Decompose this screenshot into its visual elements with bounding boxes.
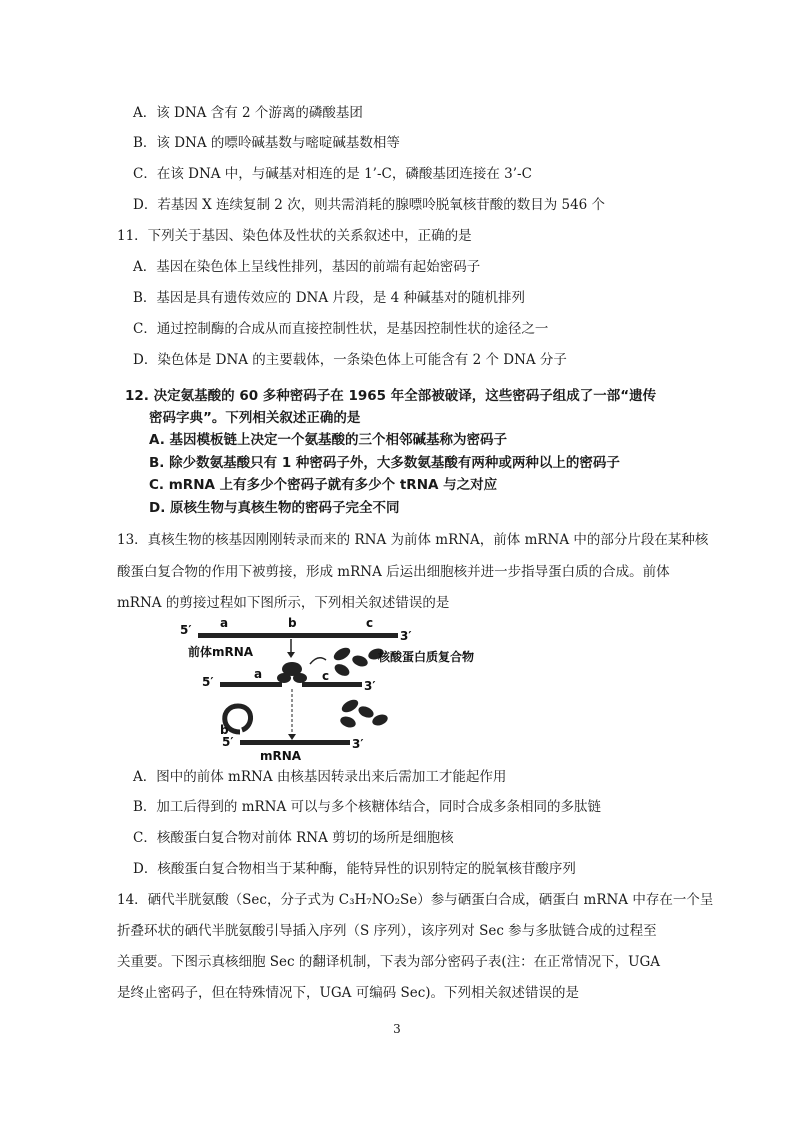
mature-mrna-strand — [240, 740, 350, 745]
mid-three-prime-label: 3′ — [364, 679, 376, 693]
q12-option-b: B. 除少数氨基酸只有 1 种密码子外，大多数氨基酸有两种或两种以上的密码子 — [149, 455, 620, 471]
mid-strand-left — [220, 682, 282, 687]
excised-intron-loop — [225, 706, 251, 732]
q10-option-c: C．在该 DNA 中，与碱基对相连的是 1’-C，磷酸基团连接在 3’-C — [133, 166, 532, 182]
top-three-prime-label: 3′ — [400, 629, 412, 643]
complex-label: 核酸蛋白质复合物 — [378, 650, 475, 664]
page-number: 3 — [393, 1022, 401, 1036]
q11-option-c: C．通过控制酶的合成从而直接控制性状，是基因控制性状的途径之一 — [133, 321, 549, 337]
q12-option-d: D. 原核生物与真核生物的密码子完全不同 — [149, 500, 400, 516]
q14-stem-line4: 是终止密码子，但在特殊情况下，UGA 可编码 Sec)。下列相关叙述错误的是 — [117, 985, 580, 1001]
q12-stem-line1: 12. 决定氨基酸的 60 多种密码子在 1965 年全部被破译，这些密码子组成了一部“遗传 — [125, 388, 657, 404]
q14-stem-line3: 关重要。下图示真核细胞 Sec 的翻译机制，下表为部分密码子表(注：在正常情况下，UGA — [117, 954, 661, 970]
q13-option-c: C．核酸蛋白复合物对前体 RNA 剪切的场所是细胞核 — [133, 830, 454, 846]
q11-option-a: A．基因在染色体上呈线性排列，基因的前端有起始密码子 — [133, 259, 481, 275]
complex-blob-2 — [277, 673, 291, 683]
q13-stem-line1: 13．真核生物的核基因刚刚转录而来的 RNA 为前体 mRNA，前体 mRNA 中的部分片段在某种核 — [117, 532, 709, 548]
top-five-prime-label: 5′ — [180, 623, 192, 637]
q14-stem-line1: 14．硒代半胱氨酸（Sec，分子式为 C₃H₇NO₂Se）参与硒蛋白合成，硒蛋白 mRNA 中存在一个呈 — [117, 892, 714, 908]
bottom-five-prime-label: 5′ — [222, 735, 234, 749]
free-complex-5 — [340, 697, 361, 715]
free-complex-8 — [371, 713, 389, 728]
mrna-label: mRNA — [260, 749, 302, 763]
loop-segment-b-label: b — [220, 723, 229, 737]
q13-option-b: B．加工后得到的 mRNA 可以与多个核糖体结合，同时合成多条相同的多肽链 — [133, 799, 602, 815]
free-complex-7 — [339, 715, 357, 730]
mid-segment-a-label: a — [254, 667, 263, 681]
top-segment-c-label: c — [366, 616, 374, 630]
q14-stem-line2: 折叠环状的硒代半胱氨酸引导插入序列（S 序列），该序列对 Sec 参与多肽链合成的过程至 — [117, 923, 657, 939]
arrow-head-1 — [287, 652, 295, 658]
q10-option-a: A．该 DNA 含有 2 个游离的磷酸基团 — [133, 105, 363, 121]
q13-option-a: A．图中的前体 mRNA 由核基因转录出来后需加工才能起作用 — [133, 769, 507, 785]
free-complex-2 — [351, 654, 369, 669]
arrow-head-2 — [288, 734, 296, 740]
bottom-three-prime-label: 3′ — [352, 737, 364, 751]
free-complex-4 — [333, 662, 352, 679]
mid-five-prime-label: 5′ — [202, 675, 214, 689]
free-complex-6 — [357, 704, 376, 720]
q12-option-c: C. mRNA 上有多少个密码子就有多少个 tRNA 与之对应 — [149, 477, 498, 493]
top-segment-b-label: b — [288, 616, 297, 630]
q13-stem-line3: mRNA 的剪接过程如下图所示，下列相关叙述错误的是 — [117, 595, 450, 611]
q12-stem-line2: 密码字典”。下列相关叙述正确的是 — [149, 410, 361, 426]
q10-option-d: D．若基因 X 连续复制 2 次，则共需消耗的腺嘌呤脱氧核苷酸的数目为 546 个 — [133, 197, 606, 213]
complex-blob-3 — [293, 673, 307, 683]
q13-option-d: D．核酸蛋白复合物相当于某种酶，能特异性的识别特定的脱氧核苷酸序列 — [133, 861, 576, 877]
free-complex-1 — [332, 645, 353, 663]
q13-stem-line2: 酸蛋白复合物的作用下被剪接，形成 mRNA 后运出细胞核并进一步指导蛋白质的合成。前体 — [117, 564, 670, 580]
splicing-diagram — [180, 614, 520, 764]
q11-option-b: B．基因是具有遗传效应的 DNA 片段，是 4 种碱基对的随机排列 — [133, 290, 526, 306]
curve-arrow — [310, 658, 326, 664]
mid-strand-right — [302, 682, 362, 687]
pre-mrna-label: 前体mRNA — [188, 645, 254, 659]
q10-option-b: B．该 DNA 的嘌呤碱基数与嘧啶碱基数相等 — [133, 135, 400, 151]
pre-mrna-strand — [198, 633, 398, 638]
q12-option-a: A. 基因模板链上决定一个氨基酸的三个相邻碱基称为密码子 — [149, 432, 508, 448]
q11-option-d: D．染色体是 DNA 的主要载体，一条染色体上可能含有 2 个 DNA 分子 — [133, 352, 567, 368]
q11-stem: 11．下列关于基因、染色体及性状的关系叙述中，正确的是 — [117, 228, 472, 244]
top-segment-a-label: a — [220, 616, 229, 630]
mid-segment-c-label: c — [322, 669, 330, 683]
